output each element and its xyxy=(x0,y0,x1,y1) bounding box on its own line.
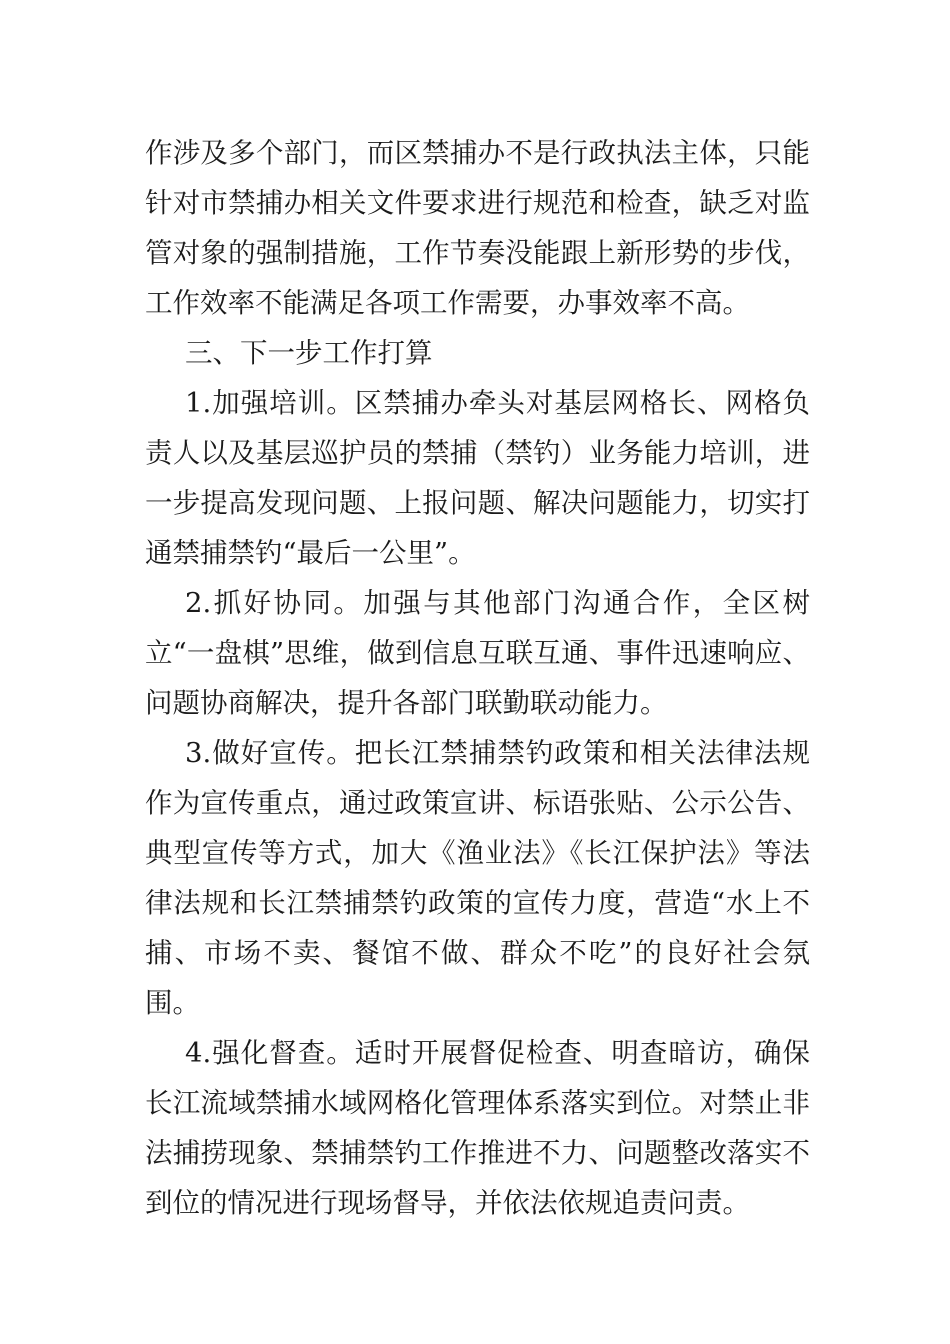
paragraph-supervision: 4.强化督查。适时开展督促检查、明查暗访，确保长江流域禁捕水域网格化管理体系落实到位。对禁止非法捕捞现象、禁捕禁钓工作推进不力、问题整改落实不到位的情况进行现场督导，并依法依规追责问责。 xyxy=(145,1037,810,1219)
paragraph-publicity: 3.做好宣传。把长江禁捕禁钓政策和相关法律法规作为宣传重点，通过政策宣讲、标语张贴、公示公告、典型宣传等方式，加大《渔业法》《长江保护法》等法律法规和长江禁捕禁钓政策的宣传力度，营造“水上不捕、市场不卖、餐馆不做、群众不吃”的良好社会氛围。 xyxy=(145,737,810,1019)
paragraph-coordination: 2.抓好协同。加强与其他部门沟通合作，全区树立“一盘棋”思维，做到信息互联互通、事件迅速响应、问题协商解决，提升各部门联勤联动能力。 xyxy=(145,587,810,719)
section-heading: 三、下一步工作打算 xyxy=(185,337,433,369)
paragraph-training: 1.加强培训。区禁捕办牵头对基层网格长、网格负责人以及基层巡护员的禁捕（禁钓）业务能力培训，进一步提高发现问题、上报问题、解决问题能力，切实打通禁捕禁钓“最后一公里”。 xyxy=(145,387,810,569)
paragraph-continuation: 作涉及多个部门，而区禁捕办不是行政执法主体，只能针对市禁捕办相关文件要求进行规范和检查，缺乏对监管对象的强制措施，工作节奏没能跟上新形势的步伐，工作效率不能满足各项工作需要，办事效率不高。 xyxy=(145,137,810,319)
document-body xyxy=(145,128,810,1228)
